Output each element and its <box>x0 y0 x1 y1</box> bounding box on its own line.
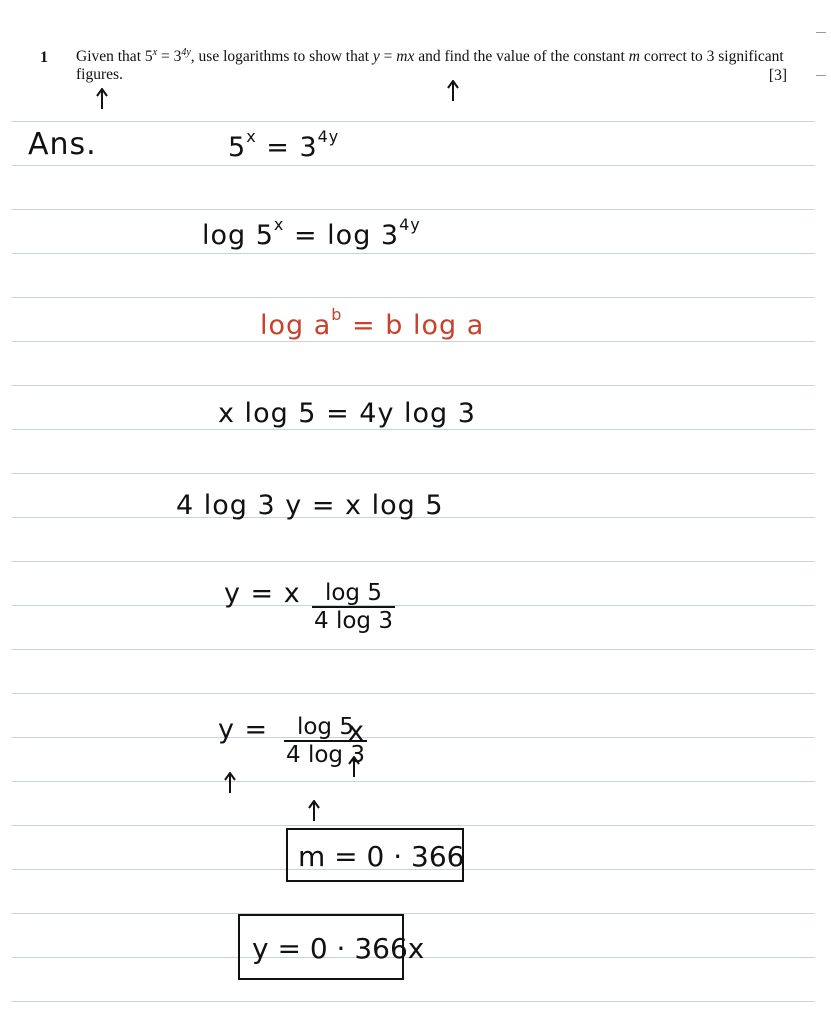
ruled-line <box>12 561 815 562</box>
answer-line-take-logs: $\log 5^x = \log 3^{4y}$ <box>202 215 421 251</box>
ruled-line <box>12 165 815 166</box>
answer-label: Ans. <box>28 127 97 162</box>
result-y-box: y = 0 · 366x <box>238 914 404 980</box>
fraction-numerator: log 5 <box>284 714 367 742</box>
fraction-denominator: 4 log 3 <box>314 608 393 634</box>
ruled-line <box>12 385 815 386</box>
answer-line-solve-y-left: y = x <box>224 578 301 609</box>
up-arrow-icon <box>348 756 360 778</box>
answer-line-power-rule: x log 5 = 4y log 3 <box>218 398 476 429</box>
ruled-line <box>12 297 815 298</box>
answer-line-rearranged: 4 log 3 y = x log 5 <box>176 490 444 521</box>
up-arrow-icon <box>308 800 320 822</box>
ruled-line <box>12 473 815 474</box>
ruled-line <box>12 429 815 430</box>
log-power-rule: $\log a^b = b$ log a <box>260 305 485 341</box>
ruled-line <box>12 913 815 914</box>
answer-fraction-1 <box>312 580 395 634</box>
question-number: 1 <box>40 49 48 66</box>
up-arrow-icon <box>447 80 459 102</box>
ruled-line <box>12 121 815 122</box>
margin-tick <box>816 75 826 76</box>
ruled-line <box>12 649 815 650</box>
fraction-numerator: log 5 <box>312 580 395 608</box>
ruled-line <box>12 209 815 210</box>
ruled-line <box>12 341 815 342</box>
question-marks: [3] <box>768 67 787 84</box>
fraction-denominator: 4 log 3 <box>286 742 365 768</box>
ruled-line <box>12 781 815 782</box>
answer-line-given: $5^x = 3^{4y}$ <box>228 127 340 163</box>
ruled-line <box>12 825 815 826</box>
ruled-line <box>12 737 815 738</box>
up-arrow-icon <box>96 88 108 110</box>
ruled-line <box>12 253 815 254</box>
answer-line-final-left: y = <box>218 714 269 745</box>
result-m-box: m = 0 · 366 <box>286 828 464 882</box>
answer-line-final-x: x <box>348 716 365 747</box>
ruled-line <box>12 1001 815 1002</box>
ruled-line <box>12 605 815 606</box>
margin-tick <box>816 32 826 33</box>
question-text: Given that $5^x = 3^{4y}$, use logarithms to show that y = mx and find the value of the constant m correct to 3 significant figures. <box>76 46 784 83</box>
ruled-line <box>12 693 815 694</box>
up-arrow-icon <box>224 772 236 794</box>
